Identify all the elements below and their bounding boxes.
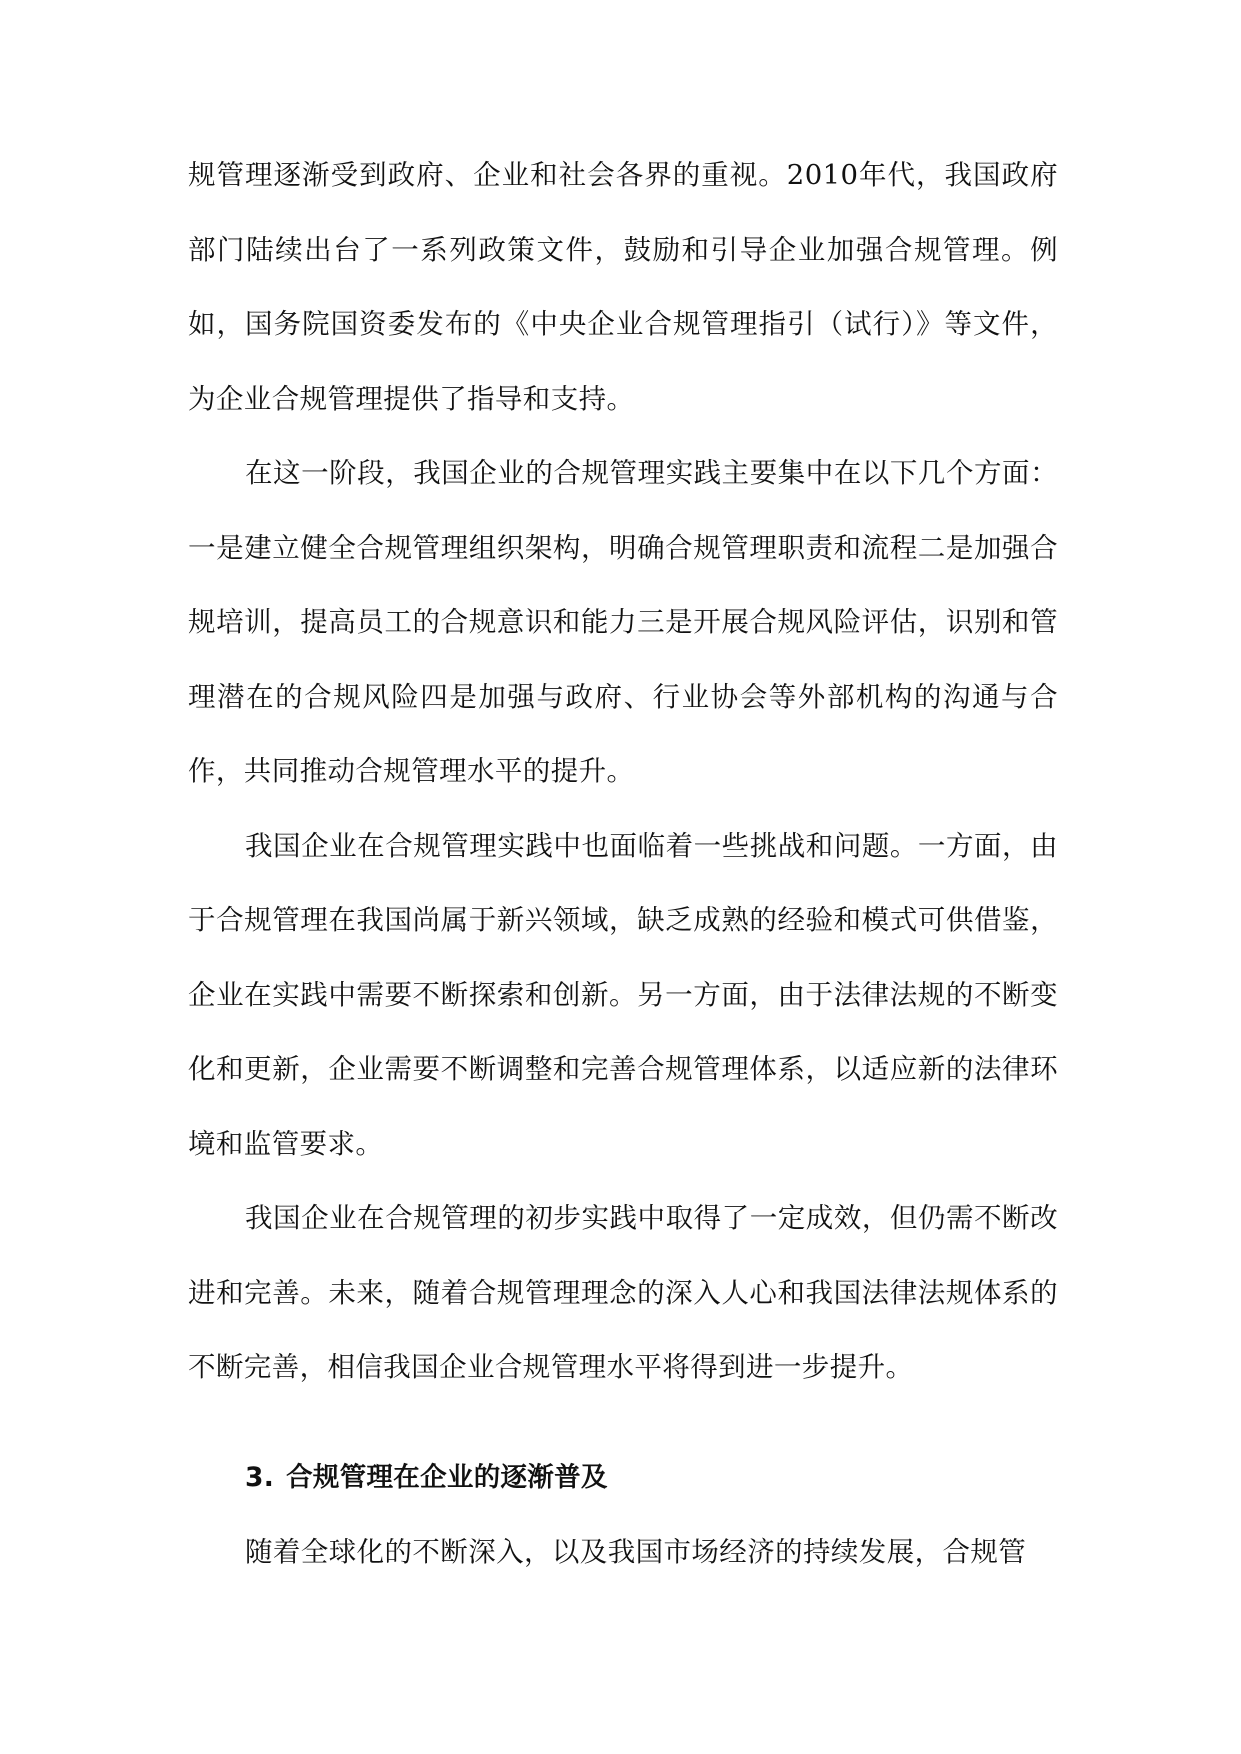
paragraph-3: 我国企业在合规管理实践中也面临着一些挑战和问题。一方面，由于合规管理在我国尚属于新兴领域，缺乏成熟的经验和模式可供借鉴，企业在实践中需要不断探索和创新。另一方面，由于法律法规的不断变化和更新，企业需要不断调整和完善合规管理体系，以适应新的法律环境和监管要求。 xyxy=(188,829,1058,1160)
section-title: 合规管理在企业的逐渐普及 xyxy=(286,1461,608,1493)
section-heading xyxy=(188,1441,1058,1516)
paragraph-2: 在这一阶段，我国企业的合规管理实践主要集中在以下几个方面：一是建立健全合规管理组织架构，明确合规管理职责和流程二是加强合规培训，提高员工的合规意识和能力三是开展合规风险评估，识别和管理潜在的合规风险四是加强与政府、行业协会等外部机构的沟通与合作，共同推动合规管理水平的提升。 xyxy=(188,457,1058,787)
section-number: 3. xyxy=(245,1461,275,1493)
paragraph-1: 规管理逐渐受到政府、企业和社会各界的重视。2010年代，我国政府部门陆续出台了一系列政策文件，鼓励和引导企业加强合规管理。例如，国务院国资委发布的《中央企业合规管理指引（试行）》等文件，为企业合规管理提供了指导和支持。 xyxy=(188,159,1058,415)
document-body xyxy=(188,138,1058,1590)
paragraph-5: 随着全球化的不断深入，以及我国市场经济的持续发展，合规管 xyxy=(245,1536,1027,1568)
paragraph-4: 我国企业在合规管理的初步实践中取得了一定成效，但仍需不断改进和完善。未来，随着合规管理理念的深入人心和我国法律法规体系的不断完善，相信我国企业合规管理水平将得到进一步提升。 xyxy=(188,1202,1058,1383)
